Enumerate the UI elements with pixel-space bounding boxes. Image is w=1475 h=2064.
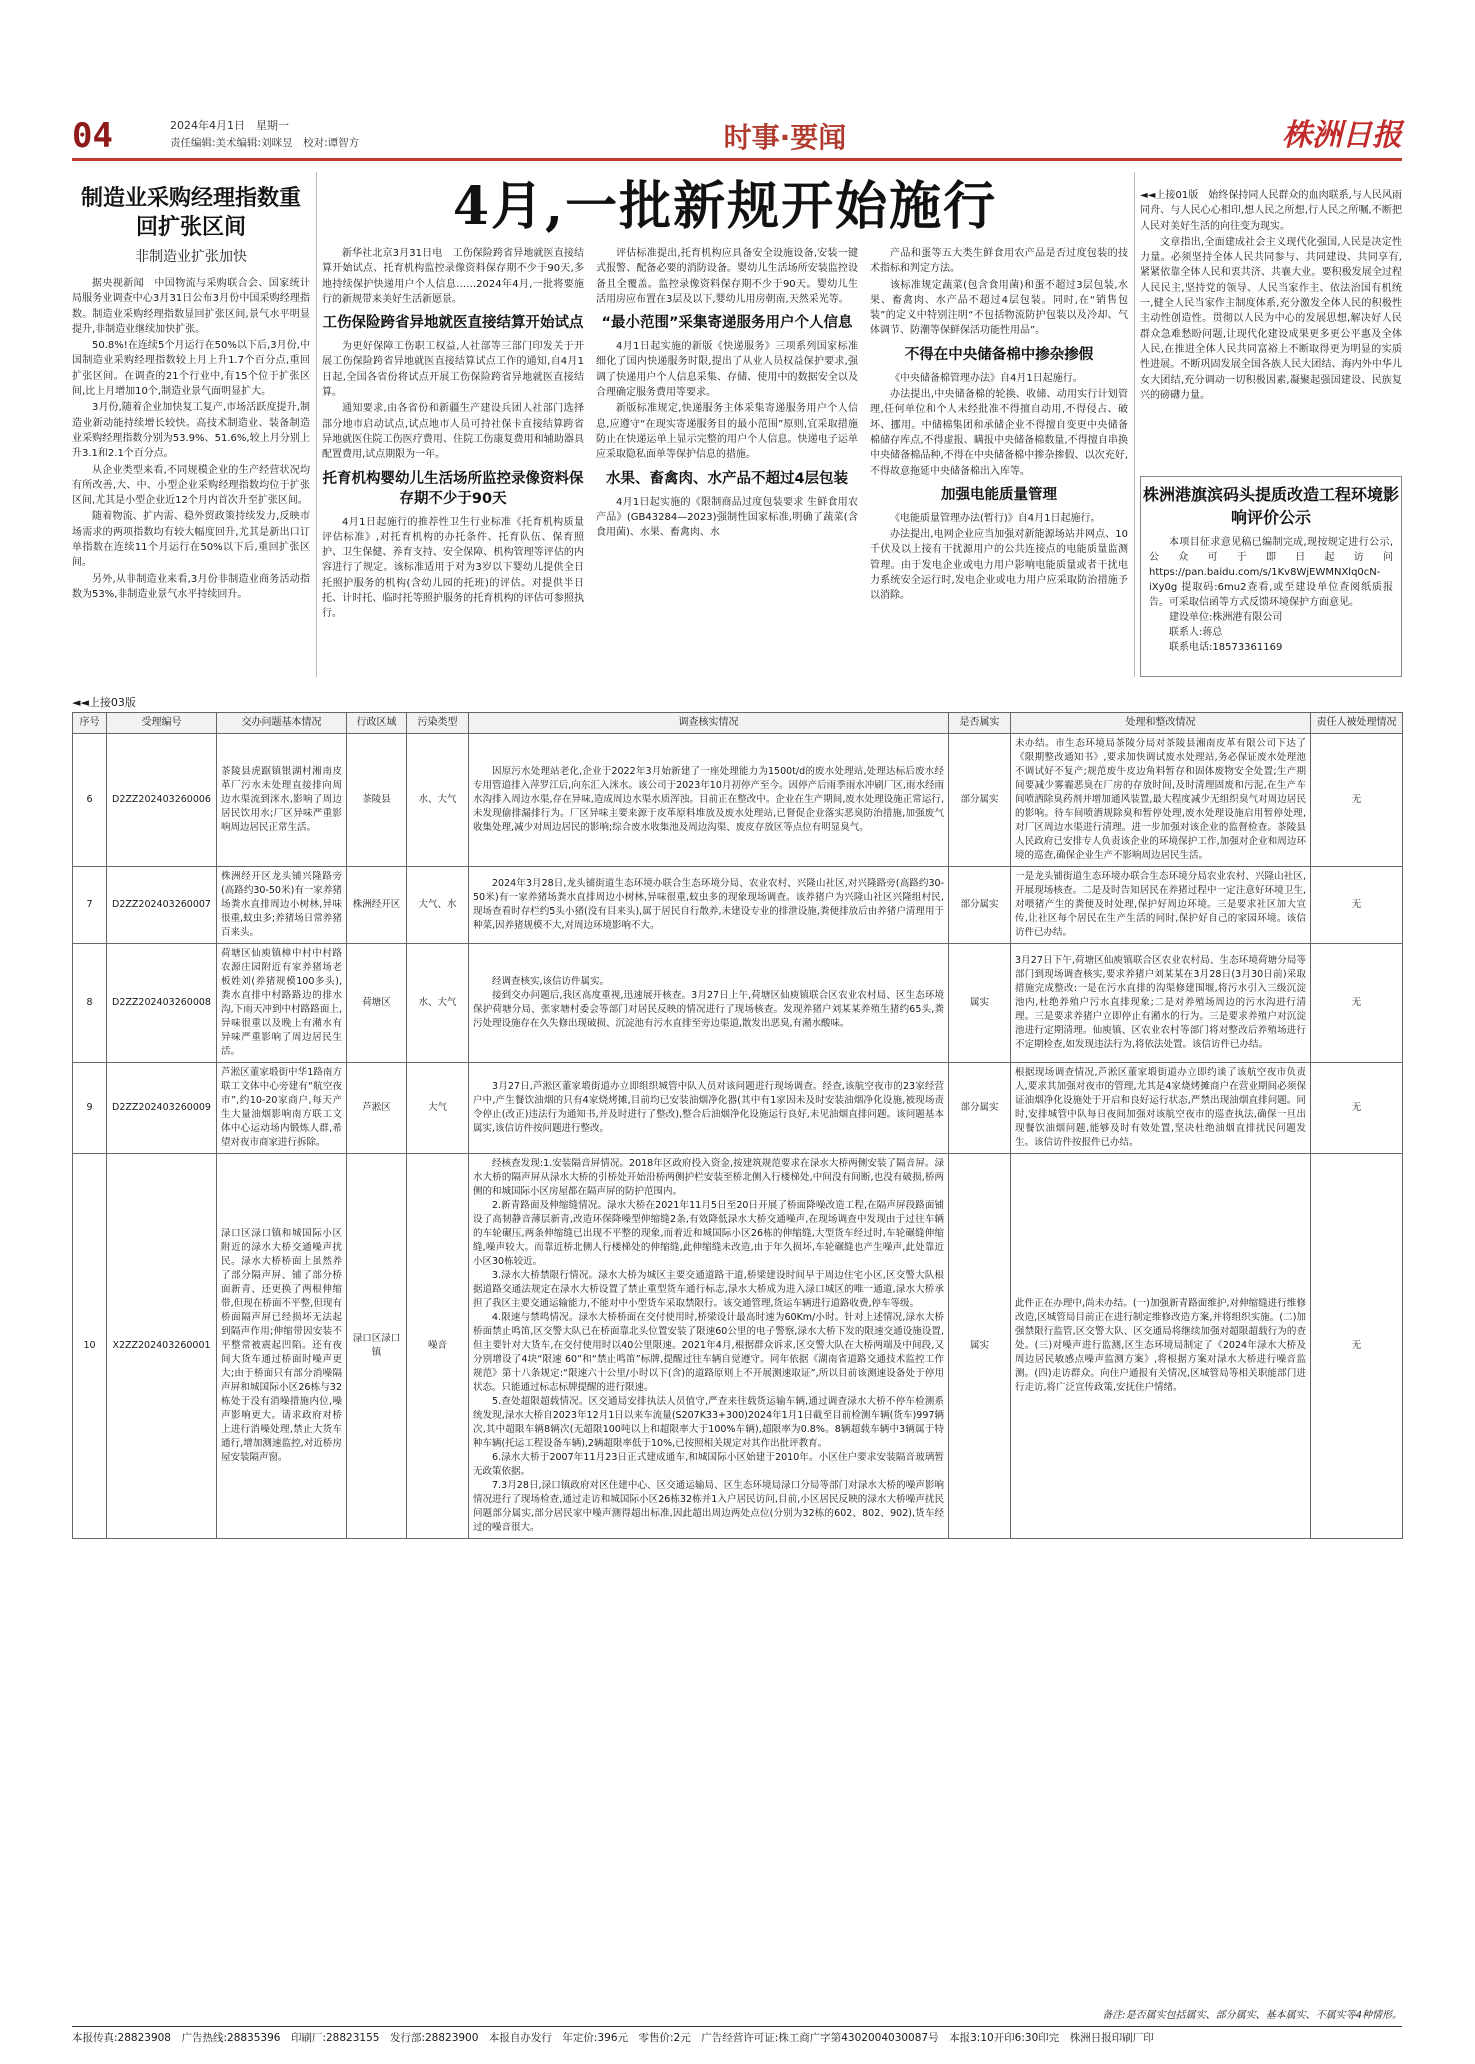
table-header-row [73,713,1403,734]
notice-text: 本项目征求意见稿已编制完成,现按规定进行公示,公众可于即日起访问https://pan.baidu.com/s/1Kv8WjEWMNXlq0cN-iXy0g 提取码:6mu2查看,或至建设单位查阅纸质报告。可采取信函等方式反馈环境保护方面意见。 [1149,537,1393,608]
issue-summary: 茶陵县虎踞镇银湖村湘南皮革厂污水未处理直接排向周边水渠流到洣水,影响了周边居民饮用水;厂区异味严重影响周边居民正常生活。 [217,734,347,867]
paragraph: 办法提出,电网企业应当加强对新能源场站并网点、10千伏及以上接有干扰源用户的公共连接点的电能质量监测管理。由于发电企业或电力用户影响电能质量或者干扰电力系统安全运行时,发电企业或电力用户应采取防治措施予以消除。 [870,529,1128,602]
responsible-person: 无 [1311,944,1403,1063]
row-number: 8 [73,944,107,1063]
responsible-person: 无 [1311,1063,1403,1154]
row-number: 10 [73,1154,107,1539]
pollution-type: 水、大气 [407,944,469,1063]
case-id: D2ZZ202403260006 [107,734,217,867]
paragraph: 为更好保障工伤职工权益,人社部等三部门印发关于开展工伤保险跨省异地就医直接结算试点工作的通知,自4月1日起,全国各省份将试点开展工伤保险跨省异地就医直接结算。 [322,341,584,399]
subheading: 托育机构婴幼儿生活场所监控录像资料保存期不少于90天 [322,470,584,507]
left-article-title: 制造业采购经理指数重回扩张区间 [80,185,301,240]
responsible-person: 无 [1311,1154,1403,1539]
issue-summary: 株洲经开区龙头铺兴隆路旁(高路约30-50米)有一家养猪场粪水直排周边小树林,异味很重,蚊虫多;养猪场日常养猪百来头。 [217,867,347,944]
staff-credits: 责任编辑:美术编辑:刘咪昱 校对:谭智方 [170,137,360,149]
main-article-column-2 [596,246,858,676]
region: 荷塘区 [347,944,407,1063]
column-header: 是否属实 [949,713,1011,734]
case-id: D2ZZ202403260009 [107,1063,217,1154]
notice-contact-person: 联系人:蒋总 [1169,627,1223,638]
issue-date: 2024年4月1日 星期一 [170,119,289,132]
investigation-paragraph: 因原污水处理站老化,企业于2022年3月始新建了一座处理能力为1500t/d的废水处理站,处理达标后废水经专用管道排入萍罗江后,向东汇入洣水。该公司于2023年10月初停产至今。因停产后雨季雨水冲刷厂区,雨水经雨水沟排入周边水渠,存在异味,造成周边水渠水质浑浊。目前正在整改中。企业在生产期间,废水处理设施正常运行,未发现偷排漏排行为。厂区异味主要来源于皮革原料堆放及废水处理站,已督促企业落实恶臭防治措施,加强废气收集处理,减少对周边居民的影响;综合废水收集池及周边沟渠、废皮存放区等点位有明显臭气。 [473,766,944,833]
investigation-paragraph: 2.新青路面及伸缩缝情况。渌水大桥在2021年11月5日至20日开展了桥面降噪改造工程,在隔声屏段路面铺设了高韧静音薄层新青,改造环保降噪型伸缩缝2条,有效降低渌水大桥交通噪声,在现场调查中发现由于过往车辆的车轮碾压,两条伸缩缝已出现不平整的现象,而着近和城国际小区26栋的伸缩缝,大型货车经过时,车轮碾缝伸缩缝,噪声较大。而靠近桥北侧人行楼梯处的伸缩缝,此伸缩缝未改造,由于年久损坏,车轮碾缝也产生噪声,此处靠近小区30栋较近。 [473,1200,944,1267]
main-article-column-1 [322,246,584,676]
section-title: 时事·要闻 [723,121,847,154]
paragraph: 通知要求,由各省份和新疆生产建设兵团人社部门选择部分地市启动试点,试点地市人员可持社保卡直接结算跨省异地就医住院工伤医疗费用、住院工伤康复费用和辅助器具配置费用,试点期限为一年。 [322,403,584,461]
table-row [73,1154,1403,1539]
column-divider [1134,172,1135,677]
column-header: 受理编号 [107,713,217,734]
region: 茶陵县 [347,734,407,867]
investigation-details [469,944,949,1063]
issue-summary: 荷塘区仙庾镇樟中村中村路农源庄园附近有家养猪场老板姓刘(养猪规模100多头),粪水直排中村路路边的排水沟,下雨天冲到中村路路面上,异味很重以及晚上有潲水有异味严重影响了周边居民生活。 [217,944,347,1063]
investigation-paragraph: 接到交办问题后,我区高度重视,迅速展开核查。3月27日上午,荷塘区仙庾镇联合区农业农村局、区生态环境保护荷塘分局、张家塘村委会等部门对居民反映的情况进行了现场核查。发现养猪户刘某某养殖生猪约65头,粪污处理设施存在久失修出现破损、沉淀池有污水直排至旁边渠道,散发出恶臭,有潲水酸味。 [473,990,944,1029]
main-article-column-3 [870,246,1128,676]
paragraph: 《电能质量管理办法(暂行)》自4月1日起施行。 [890,512,1101,524]
handling-details: 此件正在办理中,尚未办结。(一)加强新青路面维护,对伸缩缝进行维修改造,区城管局目前正在进行制定维修改造方案,并将组织实施。(二)加强禁限行监管,区交警大队、区交通局将继续加强对超限超载行为的查处。(三)对噪声进行监测,区生态环境局制定了《2024年渌水大桥及周边居民敏感点噪声监测方案》,将根据方案对渌水大桥进行噪音监测。(四)走访群众。向住户通报有关情况,区城管局等相关职能部门进行走访,将广泛宣传政策,安抚住户情绪。 [1011,1154,1311,1539]
investigation-paragraph: 3.渌水大桥禁限行情况。渌水大桥为城区主要交通道路干道,桥梁建设时间早于周边住宅小区,区交警大队根据道路交通法规定在渌水大桥设置了禁止重型货车通行标志,渌水大桥成为进入渌口城区的唯一通道,渌水大桥承担了我区主要交通运输能力,不能对中小型货车采取禁限行。该交通管理,货运车辆进行道路收费,停车等级。 [473,1270,944,1309]
investigation-paragraph: 2024年3月28日,龙头铺街道生态环境办联合生态环境分局、农业农村、兴隆山社区,对兴隆路旁(高路约30-50米)有一家养猪场粪水直排周边小树林,异味很重,蚊虫多的现象现场调查。该养猪户为兴隆山社区兴隆组村民,现场查看时存栏约5头小猪(没有目来头),属于居民自行散养,未建设专业的排泄设施,粪便排放后由养猪户清理用于种菜,因养猪规模不大,对周边环境影响不大。 [473,878,944,931]
notice-title: 株洲港旗滨码头提质改造工程环境影响评价公示 [1142,485,1399,527]
verified-status: 部分属实 [949,1063,1011,1154]
subheading: 工伤保险跨省异地就医直接结算开始试点 [322,315,584,332]
subheading: 不得在中央储备棉中掺杂掺假 [904,346,1094,363]
row-number: 7 [73,867,107,944]
column-header: 交办问题基本情况 [217,713,347,734]
column-header: 序号 [73,713,107,734]
paragraph: 《中央储备棉管理办法》自4月1日起施行。 [890,372,1083,384]
front-page-continuation [1140,188,1402,470]
paragraph: 评估标准提出,托育机构应具备安全设施设备,安装一键式报警、配备必要的消防设备。婴幼儿生活场所安装监控设备且全覆盖。监控录像资料保存期不少于90天。婴幼儿生活用房应布置在3层及以下,婴幼儿用房朝南,天然采光等。 [596,248,858,305]
main-article-title: 4月,一批新规开始施行 [452,176,998,237]
paragraph: 据央视新闻 中国物流与采购联合会、国家统计局服务业调查中心3月31日公布3月份中国采购经理指数。制造业采购经理指数显回扩张区间,景气水平明显提升,非制造业继续加快扩张。 [72,278,310,335]
paragraph: 3月份,随着企业加快复工复产,市场活跃度提升,制造业新动能持续增长较快。高技术制造业、装备制造业采购经理指数分别为53.9%、51.6%,较上月分别上升3.1和2.1个百分点。 [72,402,310,460]
verified-status: 属实 [949,1154,1011,1539]
row-number: 9 [73,1063,107,1154]
region: 株洲经开区 [347,867,407,944]
public-notice-box [1140,476,1402,677]
paragraph: 新版标准规定,快递服务主体采集寄递服务用户个人信息,应遵守“在现实寄递服务目的最小范围”原则,宜采取措施防止在快递运单上显示完整的用户个人信息。快递电子运单应采取隐私面单等保护信息的措施。 [596,403,858,461]
paragraph: 产品和蛋等五大类生鲜食用农产品是否过度包装的技术指标和判定方法。 [870,248,1128,275]
table-row [73,867,1403,944]
case-id: D2ZZ202403260008 [107,944,217,1063]
case-id: D2ZZ202403260007 [107,867,217,944]
verified-status: 部分属实 [949,867,1011,944]
responsible-person: 无 [1311,867,1403,944]
investigation-details [469,734,949,867]
verified-status: 部分属实 [949,734,1011,867]
verified-status: 属实 [949,944,1011,1063]
issue-summary: 渌口区渌口镇和城国际小区附近的渌水大桥交通噪声扰民。渌水大桥桥面上虽然养了部分隔声屏、铺了部分桥面新青、还更换了两根伸缩带,但现在桥面不平整,但现有桥面隔声屏已经损坏无法起到隔声作用;伸缩带因安装不平整常被震起凹陷。还有夜间大货车通过桥面时噪声更大;由于桥面只有部分消噪隔声屏和城国际小区26栋与32栋处于没有消噪措施内位,噪声影响更大。请求政府对桥上进行消噪处理,禁止大货车通行,增加测速监控,对近桥房屋安装隔声窗。 [217,1154,347,1539]
pollution-type: 大气、水 [407,867,469,944]
paragraph: 该标准规定蔬菜(包含食用菌)和蛋不超过3层包装,水果、畜禽肉、水产品不超过4层包装。同时,在“销售包装”的定义中特别注明“不包括物流防护包装以及冷却、气体调节、防潮等保鲜保活功能性用品”。 [870,279,1128,337]
paragraph: 从企业类型来看,不同规模企业的生产经营状况均有所改善,大、中、小型企业采购经理指数均位于扩张区间,尤其是小型企业近12个月内首次升至扩张区间。 [72,464,310,507]
column-divider [316,172,317,677]
investigation-paragraph: 4.限速与禁鸣情况。渌水大桥桥面在交付使用时,桥梁设计最高时速为60Km/小时。针对上述情况,渌水大桥桥面禁止鸣笛,区交警大队已在桥面靠北头位置安装了限速60公里的电子警察,渌水大桥下发的限速交通设施设置,但主要针对大货车,在交付使用时以40公里限速。2021年4月,根据群众诉求,区交警大队在大桥两端及中间段,又分别增设了4块“限速 60”和“禁止鸣笛”标牌,提醒过往车辆自觉遵守。同年依据《湖南省道路交通技术监控工作规范》第十八条规定:“限速六十公里/小时以下(含)的道路原则上不开展测速取证”,所以目前该测速设备处于停用状态。只能通过标志标牌提醒的进行限速。 [473,1312,944,1393]
region: 芦淞区 [347,1063,407,1154]
paragraph: 另外,从非制造业来看,3月份非制造业商务活动指数为53%,非制造业景气水平持续回升。 [72,573,310,600]
column-header: 责任人被处理情况 [1311,713,1403,734]
paragraph: 新华社北京3月31日电 工伤保险跨省异地就医直接结算开始试点、托育机构监控录像资料保存期不少于90天,多地持续保护快递用户个人信息……2024年4月,一批将要施行的新规带来美好生活新愿景。 [322,248,584,305]
subheading: 加强电能质量管理 [941,486,1057,503]
investigation-paragraph: 经核查发现:1.安装隔音屏情况。2018年区政府投入资金,按建筑规范要求在渌水大桥两侧安装了隔音屏。渌水大桥的隔声屏从渌水大桥的引桥处开始沿桥两侧护栏安装至桥北侧入行楼梯处,中间没有间断,也没有破损,桥两侧的和城国际小区房屋都在隔声屏的防护范围内。 [473,1158,944,1197]
continuation-paragraph: 文章指出,全面建成社会主义现代化强国,人民是决定性力量。必须坚持全体人民共同参与、共同建设、共同享有,紧紧依靠全体人民和衷共济、共襄大业。要积极发展全过程人民民主,坚持党的领导、人民当家作主、依法治国有机统一,健全人民当家作主制度体系,充分激发全体人民的积极性主动性创造性。贯彻以人民为中心的发展思想,解决好人民群众急难愁盼问题,让现代化建设成果更多更公平惠及全体人民,在推进全体人民共同富裕上不断取得更为明显的实质性进展。不断巩固发展全国各族人民大团结、海内外中华儿女大团结,充分调动一切积极因素,凝聚起强国建设、民族复兴的磅礴力量。 [1140,236,1402,401]
row-number: 6 [73,734,107,867]
investigation-paragraph: 5.查处超限超载情况。区交通局安排执法人员值守,严查来往载货运输车辆,通过调查渌水大桥不停车检测系统发现,渌水大桥自2023年12月1日以来车流量(S207K33+300)2024年1月1日截至目前检测车辆(货车)997辆次,其中超限车辆8辆次(无超限100吨以上和超限率大于100%车辆),超限率为0.8%。8辆超载车辆中3辆属于特种车辆(托运工程设备车辆),2辆超限率低于10%,已按照相关规定对其作出批评教育。 [473,1396,944,1449]
subheading: “最小范围”采集寄递服务用户个人信息 [601,315,853,332]
pollution-type: 水、大气 [407,734,469,867]
notice-company: 建设单位:株洲港有限公司 [1169,612,1283,623]
handling-details: 3月27日下午,荷塘区仙庾镇联合区农业农村局、生态环境荷塘分局等部门到现场调查核实,要求养猪户刘某某在3月28日(3月30日前)采取措施完成整改:一是在污水直排的沟渠修建围堰,将污水引入三级沉淀池内,杜绝养殖户污水直排现象;二是对养殖场周边的污水沟进行清理。三是要求养猪户立即停止有潲水的行为。三是要求养殖户对沉淀池进行定期清理。仙庾镇、区农业农村等部门将对整改后养殖场进行不定期检查,如发现违法行为,将依法处置。该信访件已办结。 [1011,944,1311,1063]
table-row [73,1063,1403,1154]
paragraph: 50.8%!在连续5个月运行在50%以下后,3月份,中国制造业采购经理指数较上月上升1.7个百分点,重回扩张区间。在调查的21个行业中,有15个位于扩张区间,比上月增加10个,制造业景气面明显扩大。 [72,340,310,398]
page-header [72,116,1402,162]
complaint-table [72,712,1403,1539]
handling-details: 根据现场调查情况,芦淞区董家塅街道办立即约谈了该航空夜市负责人,要求其加强对夜市的管理,尤其是4家烧烤摊商户在营业期间必须保证油烟净化设施处于开启和良好运行状态,严禁出现油烟直排问题。同时,安排城管中队每日夜间加强对该航空夜市的巡查执法,确保一旦出现餐饮油烟问题,能够及时有效处置,坚决杜绝油烟直排扰民问题发生。该信访件按报件已办结。 [1011,1063,1311,1154]
investigation-paragraph: 经调查核实,该信访件属实。 [492,976,610,987]
table-continuation-lead: ◄◄上接03版 [72,696,136,709]
investigation-details [469,1063,949,1154]
paragraph: 4月1日起实施的新版《快递服务》三项系列国家标准细化了国内快递服务时限,提出了从业人员权益保护要求,强调了快递用户个人信息采集、存储、使用中的数据安全以及合理确定服务费用等要求。 [596,341,858,399]
subheading: 水果、畜禽肉、水产品不超过4层包装 [605,470,849,487]
table-row [73,734,1403,867]
table-row [73,944,1403,1063]
paragraph: 办法提出,中央储备棉的轮换、收储、动用实行计划管理,任何单位和个人未经批准不得擅自动用,不得侵占、破坏、挪用。中储棉集团和承储企业不得擅自变更中央储备棉储存库点,不得虚报、瞒报中央储备棉数量,不得擅自串换中央储备棉品种,不得在中央储备棉中掺杂掺假、以次充好,不得故意拖延中央储备棉出入库等。 [870,389,1128,477]
investigation-details [469,867,949,944]
investigation-paragraph: 6.渌水大桥于2007年11月23日正式建成通车,和城国际小区始建于2010年。小区住户要求安装隔音玻璃暂无政策依据。 [473,1452,944,1477]
responsible-person: 无 [1311,734,1403,867]
column-header: 处理和整改情况 [1011,713,1311,734]
column-header: 行政区域 [347,713,407,734]
investigation-paragraph: 7.3月28日,渌口镇政府对区住建中心、区交通运输局、区生态环境局渌口分局等部门对渌水大桥的噪声影响情况进行了现场检查,通过走访和城国际小区26栋32栋并1入户居民访问,目前,小区居民反映的渌水大桥噪声扰民问题部分属实,部分居民家中噪声测得超出标准,因此超出周边两处点位(分别为32栋的602、802、902),货车经过的噪音很大。 [473,1480,944,1533]
newspaper-logo: 株洲日报 [1282,118,1402,153]
page-number: 04 [72,116,113,156]
left-article-subtitle: 非制造业扩张加快 [135,249,247,265]
pollution-type: 大气 [407,1063,469,1154]
case-id: X2ZZ202403260001 [107,1154,217,1539]
investigation-details [469,1154,949,1539]
continuation-lead: ◄◄上接01版 始终保持同人民群众的血肉联系,与人民风雨同舟、与人民心心相印,想人民之所想,行人民之所嘱,不断把人民对美好生活的向往变为现实。 [1140,190,1402,232]
page-footer: 本报传真:28823908 广告热线:28835396 印刷厂:28823155 发行部:28823900 本报自办发行 年定价:396元 零售价:2元 广告经营许可证:株工商广字第4302004030087号 本报3:10开印6:30印完 株洲日报印刷厂印 [72,2026,1402,2046]
issue-summary: 芦淞区董家塅街中华1路南方联工文体中心旁建有“航空夜市”,约10-20家商户,每天产生大量油烟影响南方联工文体中心运动场内锻炼人群,希望对夜市商家进行拆除。 [217,1063,347,1154]
column-header: 调查核实情况 [469,713,949,734]
paragraph: 随着物流、扩内需、稳外贸政策持续发力,反映市场需求的两项指数均有较大幅度回升,尤其是新出口订单指数在连续11个月运行在50%以下后,重回扩张区间。 [72,511,310,569]
column-header: 污染类型 [407,713,469,734]
investigation-paragraph: 3月27日,芦淞区董家塅街道办立即组织城管中队人员对该问题进行现场调查。经查,该航空夜市的23家经营户中,产生餐饮油烟的只有4家烧烤摊,目前均已安装油烟净化器(其中有1家因未及时安装油烟净化设施,被现场责令停止(改正)违法行为通知书,并及时进行了整改),整合后油烟净化设施运行良好,未见油烟直排问题。该问题基本属实,该信访件按问题进行整改。 [473,1081,944,1134]
notice-contact-phone: 联系电话:18573361169 [1169,642,1283,653]
notice-body [1141,529,1401,655]
paragraph: 4月1日起施行的推荐性卫生行业标准《托育机构质量评估标准》,对托育机构的办托条件、托育队伍、保育照护、卫生保健、养育支持、安全保障、机构管理等评估的内容进行了规定。该标准适用于对为3岁以下婴幼儿提供全日托照护服务的机构(含幼儿园的托班)的评估。对提供半日托、计时托、临时托等照护服务的托育机构的评估可参照执行。 [322,516,584,620]
left-article-body [72,276,310,674]
pollution-type: 噪音 [407,1154,469,1539]
header-rule [72,158,1402,161]
table-note: 备注:是否属实包括属实、部分属实、基本属实、不属实等4种情形。 [1102,2010,1402,2021]
paragraph: 4月1日起实施的《限制商品过度包装要求 生鲜食用农产品》(GB43284—2023)强制性国家标准,明确了蔬菜(含食用菌)、水果、畜禽肉、水 [596,496,858,539]
region: 渌口区渌口镇 [347,1154,407,1539]
handling-details: 未办结。市生态环境局茶陵分局对茶陵县湘南皮革有限公司下达了《限期整改通知书》,要求加快调试废水处理站,务必保证废水处理池不调试好不复产;规范废牛皮边角料暂存和固体废物安全处置;生产期间要减少雾霾恶臭在厂房的存放时间,及时清理固废和污泥,在生产车间喷洒除臭药剂并增加通风装置,最大程度减少无组织臭气对周边居民的影响。待车间喷洒规除臭和暂停处理,废水处理设施启用暂停处理,对厂区周边水渠进行清理。进一步加强对该企业的监督检查。茶陵县人民政府已安排专人负责该企业的环境保护工作,加强对企业和周边环境的巡查,确保企业生产不影响周边居民生活。 [1011,734,1311,867]
handling-details: 一是龙头铺街道生态环境办联合生态环境分局农业农村、兴隆山社区,开展现场核查。二是及时告知居民在养猪过程中一定注意好环境卫生,对喂猪产生的粪便及时处理,保护好周边环境。三是要求社区加大宣传,让社区每个居民在生产生活的同时,保护好自己的家园环境。该信访件已办结。 [1011,867,1311,944]
